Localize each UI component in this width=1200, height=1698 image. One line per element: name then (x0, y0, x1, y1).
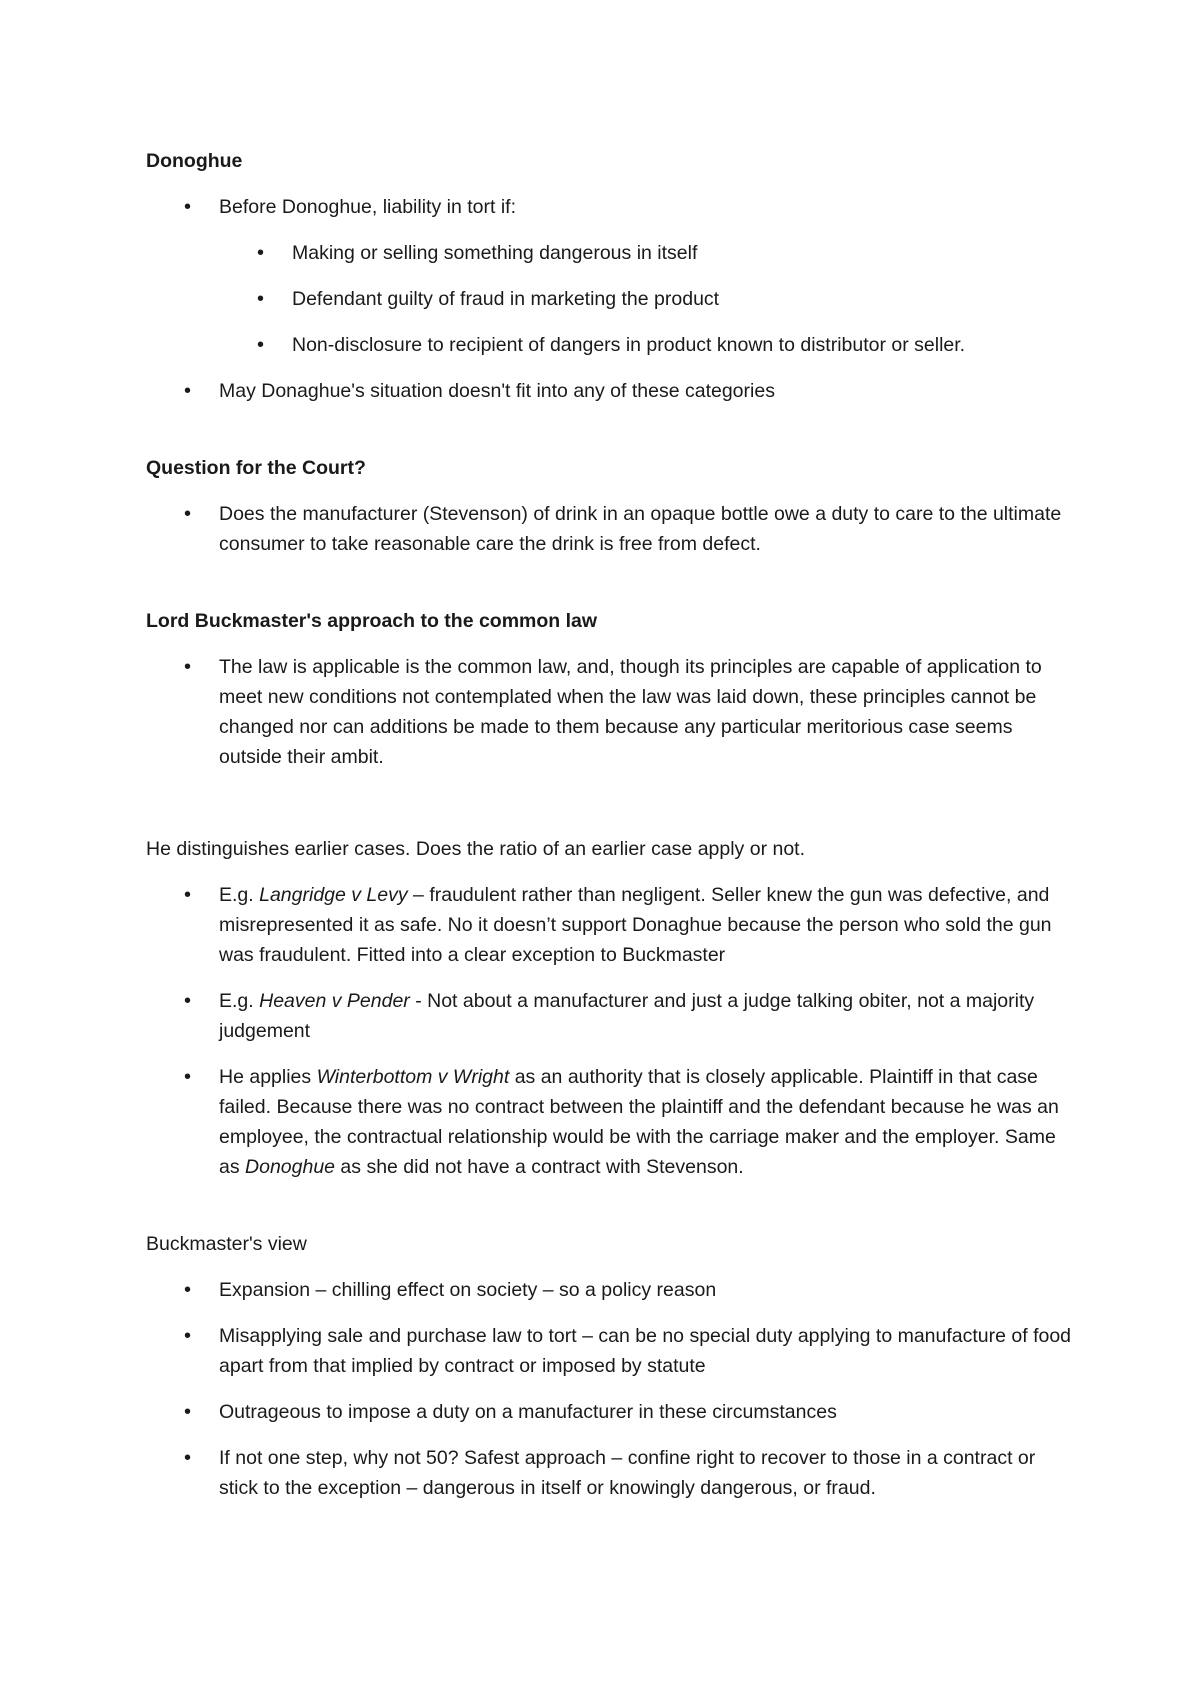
case-name: Langridge v Levy (259, 884, 408, 906)
bullet-list (146, 652, 1076, 772)
list-item (146, 1062, 1076, 1182)
document-body (146, 146, 1076, 1503)
sub-list-item-text: Non-disclosure to recipient of dangers in product known to distributor or seller. (292, 334, 966, 356)
list-item-text: Misapplying sale and purchase law to tort – can be no special duty applying to manufacture of food apart from that implied by contract or imposed by statute (219, 1325, 1072, 1377)
list-item (146, 1397, 1076, 1427)
list-item (146, 192, 1076, 360)
bullet-list (146, 192, 1076, 406)
list-item (146, 880, 1076, 970)
list-item (146, 499, 1076, 559)
sub-list-item (219, 238, 1076, 268)
list-item-prefix: E.g. (219, 884, 260, 906)
section-heading: Buckmaster's view (146, 1233, 307, 1255)
case-name: Donoghue (245, 1156, 336, 1178)
section-buckmasters-view (146, 1229, 1076, 1503)
list-item (146, 376, 1076, 406)
bullet-list (146, 880, 1076, 1182)
sub-bullet-list (219, 238, 1076, 360)
section-heading: Lord Buckmaster's approach to the common law (146, 610, 598, 632)
section-heading: He distinguishes earlier cases. Does the ratio of an earlier case apply or not. (146, 838, 806, 860)
section-distinguishes-cases (146, 834, 1076, 1182)
section-buckmaster-approach (146, 606, 1076, 772)
list-item-text: If not one step, why not 50? Safest approach – confine right to recover to those in a contract or stick to the exception – dangerous in itself or knowingly dangerous, or fraud. (219, 1447, 1036, 1499)
list-item (146, 652, 1076, 772)
list-item-text: - Not about a manufacturer and just a judge talking obiter, not a majority judgement (219, 990, 1035, 1042)
bullet-list (146, 1275, 1076, 1503)
list-item-text: The law is applicable is the common law, and, though its principles are capable of application to meet new conditions not contemplated when the law was laid down, these principles cannot be changed nor can additions be made to them because any particular meritorious case seems outside their ambit. (219, 656, 1042, 768)
bullet-list (146, 499, 1076, 559)
list-item-text: Expansion – chilling effect on society – so a policy reason (219, 1279, 717, 1301)
list-item (146, 1321, 1076, 1381)
section-heading: Donoghue (146, 150, 243, 172)
section-donoghue (146, 146, 1076, 406)
sub-list-item (219, 330, 1076, 360)
case-name: Winterbottom v Wright (316, 1066, 510, 1088)
sub-list-item-text: Making or selling something dangerous in itself (292, 242, 698, 264)
list-item (146, 1443, 1076, 1503)
list-item-text: May Donaghue's situation doesn't fit into any of these categories (219, 380, 775, 402)
section-question-for-court (146, 453, 1076, 559)
list-item-prefix: He applies (219, 1066, 317, 1088)
list-item-text: Outrageous to impose a duty on a manufacturer in these circumstances (219, 1401, 837, 1423)
sub-list-item-text: Defendant guilty of fraud in marketing the product (292, 288, 720, 310)
list-item (146, 986, 1076, 1046)
case-name: Heaven v Pender (259, 990, 410, 1012)
list-item-text: as an authority that is closely applicable. Plaintiff in that case failed. Because there was no contract between the plaintiff and the defendant because he was an employee, the contractual relationship would be with the carriage maker and the employer. Same as (219, 1066, 1059, 1178)
list-item-text: – fraudulent rather than negligent. Seller knew the gun was defective, and misrepresented it as safe. No it doesn’t support Donaghue because the person who sold the gun was fraudulent. Fitted into a clear exception to Buckmaster (219, 884, 1052, 966)
list-item (146, 1275, 1076, 1305)
list-item-prefix: E.g. (219, 990, 260, 1012)
section-heading: Question for the Court? (146, 457, 366, 479)
list-item-text: Before Donoghue, liability in tort if: (219, 196, 516, 218)
sub-list-item (219, 284, 1076, 314)
list-item-text: as she did not have a contract with Stevenson. (335, 1156, 744, 1178)
list-item-text: Does the manufacturer (Stevenson) of drink in an opaque bottle owe a duty to care to the ultimate consumer to take reasonable care the drink is free from defect. (219, 503, 1062, 555)
